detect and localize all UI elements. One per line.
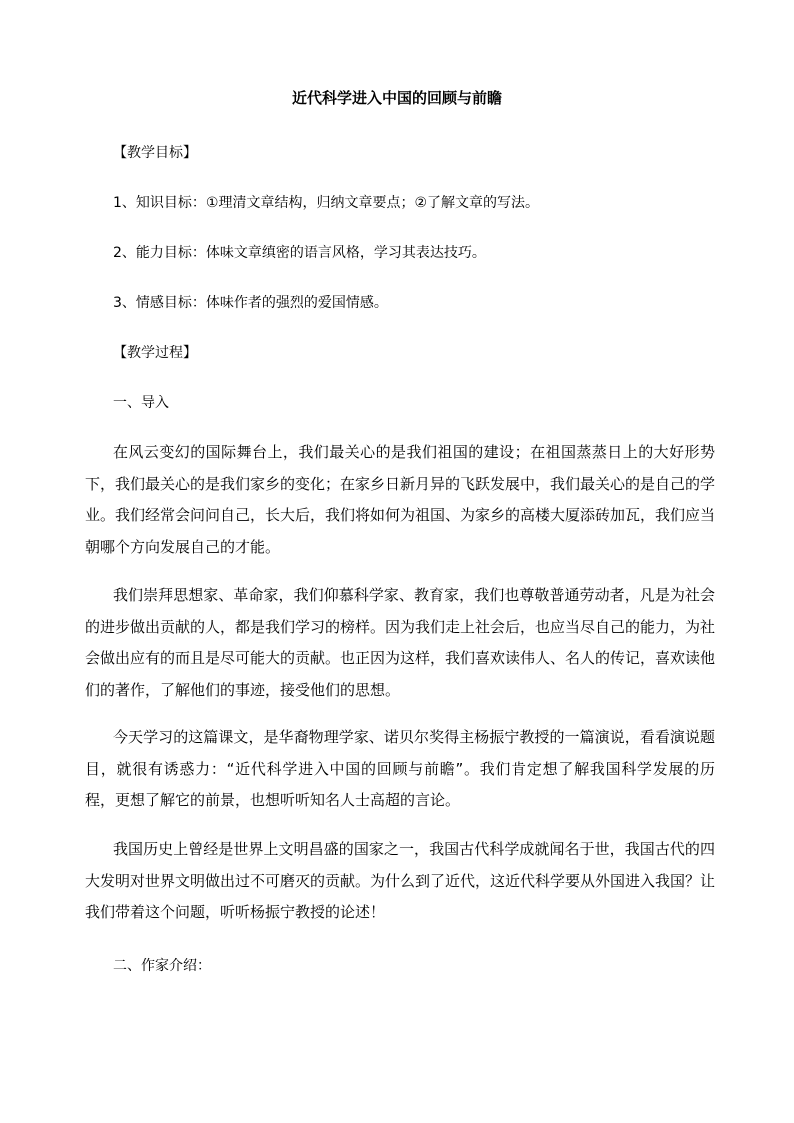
author-heading: 二、作家介绍： (113, 958, 211, 974)
process-heading: 【教学过程】 (113, 345, 197, 361)
document-title: 近代科学进入中国的回顾与前瞻 (291, 89, 502, 107)
objectives-heading: 【教学目标】 (113, 145, 197, 161)
intro-paragraph-4: 我国历史上曾经是世界上文明昌盛的国家之一，我国古代科学成就闻名于世，我国古代的四大发明对世界文明做出过不可磨灭的贡献。为什么到了近代，这近代科学要从外国进入我国？让我们带着这个问题，听听杨振宁教授的论述！ (85, 840, 716, 921)
objective-knowledge: 1、知识目标：①理清文章结构，归纳文章要点；②了解文章的写法。 (113, 195, 540, 211)
intro-paragraph-1: 在风云变幻的国际舞台上，我们最关心的是我们祖国的建设；在祖国蒸蒸日上的大好形势下，我们最关心的是我们家乡的变化；在家乡日新月异的飞跃发展中，我们最关心的是自己的学业。我们经常会问问自己，长大后，我们将如何为祖国、为家乡的高楼大厦添砖加瓦，我们应当朝哪个方向发展自己的才能。 (85, 443, 716, 556)
intro-paragraph-3: 今天学习的这篇课文，是华裔物理学家、诺贝尔奖得主杨振宁教授的一篇演说，看看演说题目，就很有诱惑力：“近代科学进入中国的回顾与前瞻”。我们肯定想了解我国科学发展的历程，更想了解它的前景，也想听听知名人士高超的言论。 (85, 728, 715, 809)
intro-heading: 一、导入 (113, 395, 169, 411)
intro-paragraph-2: 我们崇拜思想家、革命家，我们仰慕科学家、教育家，我们也尊敬普通劳动者，凡是为社会的进步做出贡献的人，都是我们学习的榜样。因为我们走上社会后，也应当尽自己的能力，为社会做出应有的而且是尽可能大的贡献。也正因为这样，我们喜欢读伟人、名人的传记，喜欢读他们的著作，了解他们的事迹，接受他们的思想。 (85, 586, 716, 699)
objective-ability: 2、能力目标：体味文章缜密的语言风格，学习其表达技巧。 (113, 245, 486, 261)
objective-emotion: 3、情感目标：体味作者的强烈的爱国情感。 (113, 295, 388, 311)
